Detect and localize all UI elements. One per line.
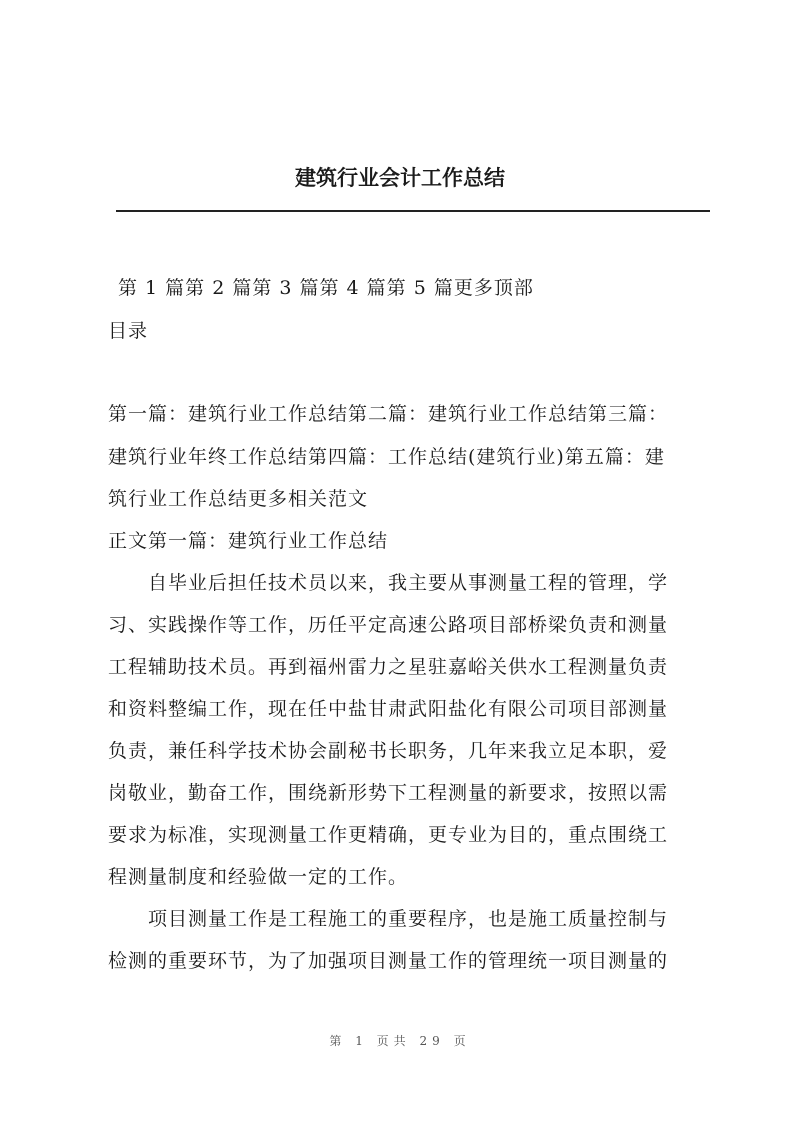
- document-title: 建筑行业会计工作总结: [295, 166, 505, 190]
- body-line: 习、实践操作等工作，历任平定高速公路项目部桥梁负责和测量: [108, 614, 669, 636]
- page-footer: 第 1 页共 29 页: [329, 1034, 471, 1048]
- body-line: 岗敬业，勤奋工作，围绕新形势下工程测量的新要求，按照以需: [108, 782, 669, 804]
- toc-line-3: 筑行业工作总结更多相关范文: [108, 488, 369, 510]
- body-line: 程测量制度和经验做一定的工作。: [108, 866, 409, 888]
- body-line: 自毕业后担任技术员以来，我主要从事测量工程的管理，学: [108, 572, 669, 594]
- body-line: 负责，兼任科学技术协会副秘书长职务，几年来我立足本职，爱: [108, 740, 669, 762]
- body-heading: 正文第一篇：建筑行业工作总结: [108, 530, 389, 552]
- toc-label: 目录: [108, 320, 149, 342]
- section-nav-line: 第 1 篇第 2 篇第 3 篇第 4 篇第 5 篇更多顶部: [118, 277, 534, 299]
- toc-line-2: 建筑行业年终工作总结第四篇：工作总结(建筑行业)第五篇：建: [108, 446, 665, 468]
- title-divider: [116, 210, 710, 212]
- body-line: 和资料整编工作，现在任中盐甘肃武阳盐化有限公司项目部测量: [108, 698, 669, 720]
- body-line: 工程辅助技术员。再到福州雷力之星驻嘉峪关供水工程测量负责: [108, 656, 669, 678]
- body-line: 要求为标准，实现测量工作更精确，更专业为目的，重点围绕工: [108, 824, 669, 846]
- toc-line-1: 第一篇：建筑行业工作总结第二篇：建筑行业工作总结第三篇：: [108, 403, 669, 425]
- body-line: 项目测量工作是工程施工的重要程序，也是施工质量控制与: [108, 908, 669, 930]
- body-line: 检测的重要环节，为了加强项目测量工作的管理统一项目测量的: [108, 950, 669, 972]
